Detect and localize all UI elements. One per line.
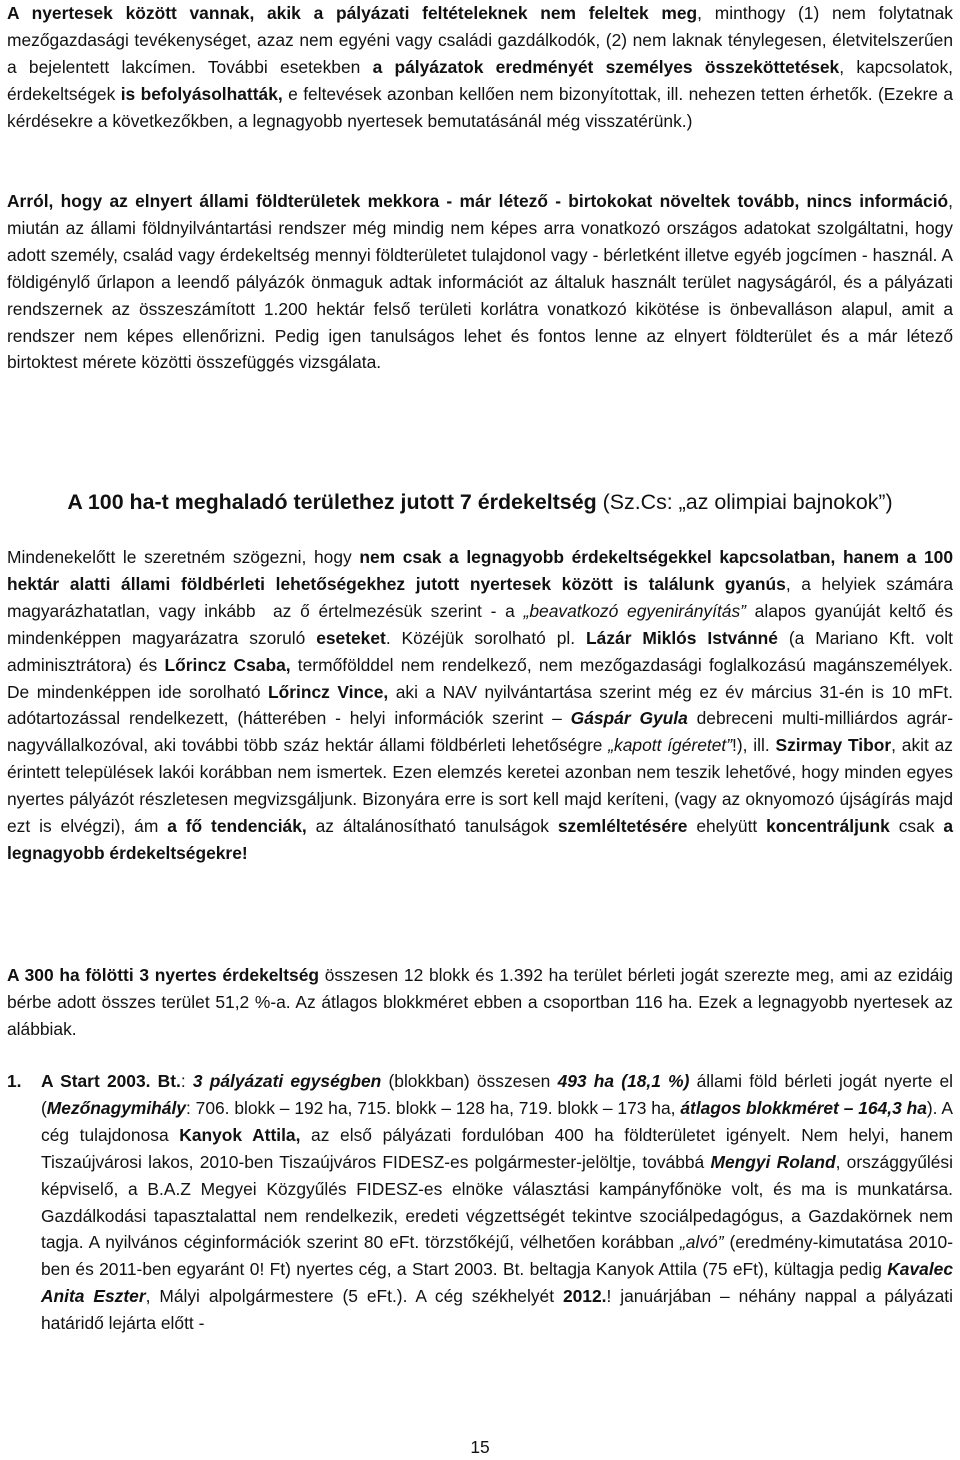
text-run: a fő tendenciák, xyxy=(167,816,307,837)
paragraph-suspicious-cases xyxy=(7,544,958,867)
text-run: (eredmény-kimutatása 2010-ben és 2011-ben egyaránt 0! Ft) nyertes cég, a Start 2003. Bt. beltagja Kanyok Attila (75 eFt), kültagja pedig xyxy=(41,1232,953,1280)
text-run: aki a NAV nyilvántartása szerint még ez év március 31-én is 10 mFt. adótartozással rendelkezett, (hátterében - helyi információk szerint – xyxy=(7,681,958,729)
text-run: Gáspár Gyula xyxy=(570,708,688,729)
text-run: Szirmay Tibor xyxy=(775,735,892,756)
text-run: is befolyásolhatták, xyxy=(120,83,283,104)
text-run: : xyxy=(180,1071,193,1091)
section-heading xyxy=(0,487,960,517)
text-run: nem csak a legnagyobb érdekeltségekkel kapcsolatban, hanem a 100 hektár alatti állami földbérleti lehetőségekhez jutott nyertesek között is találunk gyanús xyxy=(7,547,958,594)
text-run: debreceni multi-milliárdos agrár-nagyvállalkozóval, aki további több száz hektár állami földbérleti lehetőségre xyxy=(7,708,953,756)
text-run: alapos gyanúját keltő és mindenképpen magyarázatra szoruló xyxy=(7,600,958,648)
text-run: Lázár Miklós Istvánné xyxy=(586,627,778,648)
text-run: Lőrincz Vince, xyxy=(268,681,389,702)
text-run: ). A cég tulajdonosa xyxy=(41,1097,954,1145)
text-run: koncentráljunk xyxy=(766,816,890,837)
text-run: „beavatkozó egyenirányítás” xyxy=(523,600,746,621)
text-run: , miután az állami földnyilvántartási rendszer még mindig nem képes arra vonatkozó országos adatokat szolgáltatni, hogy adott személy, család vagy érdekeltség mennyi földterületet tulajdonol vagy - bérletként illetve egyéb jogcímen - használ. A földigénylő űrlapon a leendő pályázók önmaguk adtak információt az általuk használt terület nagyságáról, és a pályázati rendszernek az összeszámított 1.200 hektár felső területi korlátra vonatkozó kikötése is önbevalláson alapul, amit a rendszer nem képes ellenőrizni. Pedig igen tanulságos lehet és fontos lenne az elnyert földterület és a már létező birtoktest mérete közötti összefüggés vizsgálata. xyxy=(7,191,958,373)
section-heading-main: A 100 ha-t meghaladó területhez jutott 7 érdekeltség xyxy=(67,490,597,514)
list-item-number: 1. xyxy=(7,1071,22,1091)
text-run: csak xyxy=(889,816,944,837)
section-heading-note: (Sz.Cs: „az olimpiai bajnokok”) xyxy=(596,490,893,514)
text-run: Mindenekelőtt le szeretném szögezni, hogy xyxy=(7,547,360,567)
text-run: , országgyűlési képviselő, a B.A.Z Megyei Közgyűlés FIDESZ-es elnöke választási kampányfőnöke volt, és ma is munkatársa. Gazdálkodási tapasztalattal nem rendelkezik, eredeti végzettségét tekintve szociálpedagógus, a Gazdakörnek nem tagja. A nyilvános céginformációk szerint 80 eFt. törzstőkéjű, vélhetően korábban xyxy=(41,1151,953,1253)
text-run: , kapcsolatok, érdekeltségek xyxy=(7,56,958,104)
text-run: termőfölddel nem rendelkező, nem mezőgazdasági foglalkozású magánszemélyek. De mindenképpen ide sorolható xyxy=(7,654,958,702)
text-run: (a Mariano Kft. volt adminisztrátora) és xyxy=(7,627,958,675)
text-run: e feltevések azonban kellően nem bizonyítottak, ill. nehezen tetten érhetők. (Ezekre a kérdésekre a következőkben, a legnagyobb nyertesek bemutatásánál még visszatérünk.) xyxy=(7,83,958,131)
text-run: „kapott ígéretet” xyxy=(608,735,732,756)
text-run: (blokkban) összesen xyxy=(381,1071,558,1091)
text-run: 2012. xyxy=(562,1286,607,1307)
text-run: , Mályi alpolgármestere (5 eFt.). A cég székhelyét xyxy=(145,1286,563,1307)
text-run: „alvó” xyxy=(680,1232,724,1253)
text-run: eseteket xyxy=(316,627,386,648)
text-run: összesen 12 blokk és 1.392 ha terület bérleti jogát szerezte meg, ami az ezidáig bérbe adott összes terület 51,2 %-a. Az átlagos blokkméret ebben a csoportban 116 ha. Ezek a legnagyobb nyertesek az alábbiak. xyxy=(7,965,958,1039)
text-run: az általánosítható tanulságok xyxy=(306,816,558,837)
text-run: A nyertesek között vannak, akik a pályázati feltételeknek nem feleltek meg xyxy=(7,3,698,23)
text-run: . Közéjük sorolható pl. xyxy=(385,627,587,648)
text-run: átlagos blokkméret – 164,3 ha xyxy=(680,1097,927,1118)
paragraph-top-three xyxy=(7,962,958,1043)
text-run: , a helyiek számára magyarázhatatlan, vagy inkább az ő értelmezésük szerint - a xyxy=(7,573,958,621)
text-run: Mengyi Roland xyxy=(710,1151,836,1172)
text-run: állami föld bérleti jogát nyerte el ( xyxy=(41,1071,953,1118)
text-run: ! januárjában – néhány nappal a pályázati határidő lejárta előtt - xyxy=(41,1286,953,1334)
text-run: a legnagyobb érdekeltségekre! xyxy=(7,816,958,863)
text-run: !), ill. xyxy=(732,735,776,756)
text-run: 3 pályázati egységben xyxy=(192,1071,382,1091)
text-run: Kanyok Attila, xyxy=(179,1124,301,1145)
text-run: a pályázatok eredményét személyes összeköttetések xyxy=(372,56,840,77)
list-item xyxy=(7,1068,953,1337)
text-run: Kavalec Anita Eszter xyxy=(41,1259,953,1307)
text-run: , minthogy (1) nem folytatnak mezőgazdasági tevékenységet, azaz nem egyéni vagy családi gazdálkodók, (2) nem laknak ténylegesen, életvitelszerűen a bejelentett lakcímen. További esetekben xyxy=(7,3,958,77)
text-run: szemléltetésére xyxy=(557,816,688,837)
text-run: Arról, hogy az elnyert állami földterületek mekkora - már létező - birtokokat növeltek tovább, nincs információ xyxy=(7,191,949,211)
text-run: : 706. blokk – 192 ha, 715. blokk – 128 ha, 719. blokk – 173 ha, xyxy=(185,1097,681,1118)
winners-list xyxy=(7,1068,953,1337)
text-run: Mezőnagymihály xyxy=(46,1097,186,1118)
list-item-body xyxy=(41,1068,953,1337)
paragraph-land-info xyxy=(7,188,958,376)
text-run: Lőrincz Csaba, xyxy=(164,654,291,675)
text-run: , akit az érintett települések lakói korábban nem ismertek. Ezen elemzés keretei azonban nem teszik lehetővé, hogy minden egyes nyertes pályázót részletesen megvizsgáljunk. Bizonyára erre is sort kell majd keríteni, (vagy az oknyomozó újságírás majd ezt is elvégzi), ám xyxy=(7,735,958,837)
page-number: 15 xyxy=(470,1437,490,1457)
text-run: 493 ha (18,1 %) xyxy=(557,1071,690,1091)
text-run: ehelyütt xyxy=(687,816,767,837)
text-run: A 300 ha fölötti 3 nyertes érdekeltség xyxy=(7,965,320,985)
paragraph-winners-conditions xyxy=(7,0,958,135)
text-run: A Start 2003. Bt. xyxy=(41,1071,181,1091)
text-run: az első pályázati fordulóban 400 ha földterületet igényelt. Nem helyi, hanem Tiszaújvárosi lakos, 2010-ben Tiszaújváros FIDESZ-es polgármester-jelöltje, továbbá xyxy=(41,1124,953,1172)
